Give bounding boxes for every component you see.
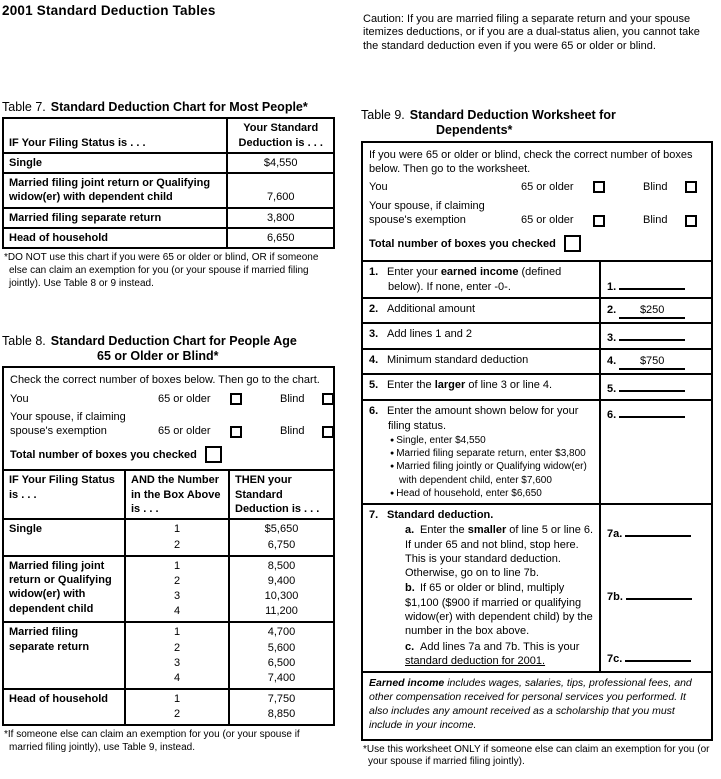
line3-fill-line[interactable] [619,328,685,341]
you-older-checkbox[interactable] [230,393,242,405]
entry-label: 6. [607,409,617,422]
filing-status-cell: Head of household [3,689,125,725]
line7-description [363,505,599,671]
entry-label: 7a. [607,527,623,540]
line6-text: Enter the amount shown below for your filing status. [387,405,579,432]
deduction-amount: 7,400 [267,671,296,684]
box-count: 3 [173,590,181,603]
right-column [361,2,713,779]
table9-check-intro: If you were 65 or older or blind, check the correct number of boxes below. Then go to the worksheet. [369,148,693,176]
table-row [3,519,334,555]
entry-label: 1. [607,280,617,293]
line5-text-post: of line 3 or line 4. [465,379,553,392]
line1-text-post: (defined below). If none, enter -0-. [388,266,562,293]
line1-fill-line[interactable] [619,277,685,290]
deduction-amount: $5,650 [264,523,299,536]
entry-label: 7c. [607,652,623,665]
you-blind-checkbox[interactable] [685,181,697,193]
filing-status-cell: Married filing separate return [3,622,125,689]
table8-title-line2: 65 or Older or Blind* [97,348,219,363]
table8-check-intro: Check the correct number of boxes below. Then go to the chart. [10,374,320,387]
filing-status-cell: Married filing joint return or Qualifying widow(er) with dependent child [3,556,125,623]
worksheet-line-3 [363,322,711,348]
box-count: 2 [173,641,181,654]
total-boxes-label: Total number of boxes you checked [10,448,197,461]
box-count: 4 [173,605,181,618]
spouse-label [10,410,158,439]
entry-label: 4. [607,355,617,368]
total-boxes-label: Total number of boxes you checked [369,237,556,250]
page-title: 2001 Standard Deduction Tables [2,3,216,18]
spouse-blind-checkbox[interactable] [685,215,697,227]
older-label: 65 or older [158,425,211,438]
deduction-amount: 6,500 [267,656,296,669]
table7 [2,117,335,249]
worksheet-line-4 [363,348,711,373]
deduction-amount: 6,750 [267,538,296,551]
box-count: 3 [173,656,181,669]
line2-text: Additional amount [387,302,476,315]
line4-text: Minimum standard deduction [387,354,529,367]
list-item: ● Single, enter $4,550 [388,434,595,447]
table8-section [2,334,335,755]
table8-header-row [3,470,334,519]
table-row [3,208,334,228]
line-number: 4. [369,354,379,367]
line1-text: Enter your [387,266,441,279]
deduction-amount: 4,700 [267,626,296,639]
box-count: 1 [173,559,181,572]
table7-col1-header: IF Your Filing Status is . . . [3,118,227,153]
table7-header-row [3,118,334,153]
worksheet-line-7 [363,503,711,671]
deduction-amount: 5,600 [267,641,296,654]
entry-label: 7b. [607,591,623,604]
table9-checkbox-panel [363,143,711,260]
deduction-amount-cell: 7,600 [227,173,334,208]
table7-label: Table 7. [2,99,46,114]
line7c-fill-line[interactable] [625,649,691,662]
box-count-cell [125,556,229,623]
box-count-cell [125,622,229,689]
box-count-cell [125,689,229,725]
box-count: 1 [173,523,181,536]
table-row [3,173,334,208]
sub-item-label: b. [405,582,415,595]
deduction-amount: 8,850 [267,708,296,721]
box-count: 2 [173,708,181,721]
line7a-fill-line[interactable] [625,524,691,537]
line6-entry-cell [599,401,711,503]
table8-footnote: *If someone else can claim an exemption for you (or your spouse if married filing jointly), use Table 9, instead. [4,729,300,754]
deduction-amount-cell: 6,650 [227,228,334,248]
box-count-cell [125,519,229,555]
line5-fill-line[interactable] [619,379,685,392]
box-count: 1 [173,626,181,639]
you-label: You [10,392,29,405]
deduction-amount: 8,500 [267,559,296,572]
line3-description [363,324,599,348]
line-number: 7. [369,508,379,521]
table8-spouse-row [10,410,327,439]
blind-label: Blind [280,425,305,438]
line4-fill-line[interactable] [619,355,685,370]
spouse-label-line1: Your spouse, if claiming [369,199,485,212]
line7c-underlined-text: standard deduction for 2001. [405,654,546,667]
table9-you-row [369,180,705,194]
line7b-fill-line[interactable] [626,587,692,600]
table-row [3,556,334,623]
box-count: 2 [173,574,181,587]
table8-label: Table 8. [2,333,46,348]
list-item: ● Head of household, enter $6,650 [388,487,595,500]
filing-status-cell: Married filing separate return [3,208,227,228]
deduction-amount: 11,200 [265,605,298,618]
table9-section [361,108,713,769]
line2-description [363,299,599,322]
older-label: 65 or older [521,181,574,194]
line7c-entry [607,649,707,666]
sub-item-label: a. [405,524,415,537]
table7-title [2,100,335,115]
spouse-older-checkbox[interactable] [230,426,242,438]
line-number: 1. [369,266,379,279]
line-number: 6. [369,405,379,418]
box-count: 2 [173,538,181,551]
spouse-label-line2: spouse's exemption [369,213,466,226]
blind-label: Blind [280,392,305,405]
deduction-amount-cell: $4,550 [227,153,334,173]
line7c-text: Add lines 7a and 7b. This is your [420,640,580,653]
line-number: 5. [369,379,379,392]
table8-col1-header: IF Your Filing Status is . . . [3,470,125,519]
line7a-item [388,523,595,580]
spouse-blind-checkbox[interactable] [322,426,334,438]
line1-entry-cell [599,262,711,297]
table8-title [2,334,335,364]
you-label: You [369,181,388,194]
line7a-bold-text: smaller [467,524,507,537]
deduction-amount: 7,750 [267,693,296,706]
caution-text: Caution: If you are married filing a separate return and your spouse itemizes deductions, or if you are a dual-status alien, you cannot take the standard deduction even if you were 65 or older or blind. [363,13,700,52]
sub-item-label: c. [405,640,415,653]
line7a-text: Enter the [420,524,468,537]
box-count: 1 [173,693,181,706]
line-number: 3. [369,327,379,340]
earned-income-definition: includes wages, salaries, tips, professional fees, and other compensation received for personal services you performed. It also includes any amount received as a scholarship that you must include in your income. [369,677,692,731]
worksheet-line-2 [363,297,711,322]
blind-label: Blind [643,213,668,226]
line7a-entry [607,524,707,541]
line7-entry-cell [599,505,711,671]
list-item: ● Married filing jointly or Qualifying widow(er) with dependent child, enter $7,600 [388,460,595,486]
entry-label: 5. [607,383,617,396]
total-boxes-checkbox[interactable] [205,446,222,463]
filing-status-cell: Single [3,153,227,173]
blind-label: Blind [643,181,668,194]
line7b-text: If 65 or older or blind, multiply $1,100 ($900 if married or qualifying widow(er) with dependent child) by the number in the box above. [405,582,593,638]
deduction-amount-cell: 3,800 [227,208,334,228]
line4-entry-cell [599,350,711,373]
left-column [2,2,335,779]
table-row [3,228,334,248]
table-row [3,153,334,173]
you-older-checkbox[interactable] [593,181,605,193]
earned-income-note [363,671,711,738]
line6-bullet-list [388,434,595,500]
line4-value: $750 [639,355,665,368]
worksheet-line-1 [363,260,711,297]
table9-title-line2: Dependents* [436,122,513,137]
deduction-amount-cell [229,556,334,623]
box-count: 4 [173,671,181,684]
line5-description [363,375,599,399]
line5-entry-cell [599,375,711,399]
table8-col3-header: THEN your Standard Deduction is . . . [229,470,334,519]
table9-worksheet [361,141,713,741]
entry-label: 2. [607,303,617,316]
deduction-amount-cell [229,519,334,555]
line6-fill-line[interactable] [619,405,685,418]
line3-entry-cell [599,324,711,348]
line4-description [363,350,599,373]
table7-title-text: Standard Deduction Chart for Most People* [50,99,308,114]
table8-chart [2,469,335,726]
deduction-amount-cell [229,622,334,689]
table-row [3,622,334,689]
list-item: ● Married filing separate return, enter $3,800 [388,447,595,460]
line7b-item [388,581,595,638]
line7b-entry [607,587,707,604]
entry-label: 3. [607,331,617,344]
line-number: 2. [369,302,379,315]
line7a-text-post: of line 5 or line 6. If under 65 and not blind, stop here. This is your standard deduction. Otherwise, go on to line 7b. [405,524,594,580]
table-row [3,689,334,725]
line7c-item [388,640,595,669]
table9-title-line1: Standard Deduction Worksheet for [409,108,616,123]
spouse-label-line2: spouse's exemption [10,425,107,438]
table7-footnote: *DO NOT use this chart if you were 65 or older or blind, OR if someone else can claim an exemption for you (or your spouse if married filing jointly). Use Table 8 or 9 instead. [4,252,319,289]
table8-total-row [10,446,327,463]
deduction-amount-cell [229,689,334,725]
table8-checkbox-panel [2,366,335,471]
table9-total-row [369,235,705,252]
table9-title [361,108,713,138]
table7-col2-header: Your Standard Deduction is . . . [227,118,334,153]
total-boxes-checkbox[interactable] [564,235,581,252]
line2-value: $250 [639,303,665,316]
line1-description [363,262,599,297]
table8-title-line1: Standard Deduction Chart for People Age [50,333,297,348]
line2-fill-line[interactable] [619,304,685,319]
line5-bold-text: larger [434,379,466,392]
table8-col2-header: AND the Number in the Box Above is . . . [125,470,229,519]
you-blind-checkbox[interactable] [322,393,334,405]
table9-footnote: *Use this worksheet ONLY if someone else can claim an exemption for you (or your spouse if married filing jointly). [363,743,710,768]
table9-label: Table 9. [361,108,405,123]
table7-section [2,100,335,291]
earned-income-term: Earned income [369,677,445,690]
older-label: 65 or older [521,213,574,226]
line6-description [363,401,599,503]
filing-status-cell: Single [3,519,125,555]
spouse-older-checkbox[interactable] [593,215,605,227]
table9-spouse-row [369,199,705,228]
line3-text: Add lines 1 and 2 [387,327,473,340]
deduction-amount: 10,300 [264,590,299,603]
line1-bold-text: earned income [440,266,519,279]
older-label: 65 or older [158,392,211,405]
worksheet-line-5 [363,373,711,399]
worksheet-line-6 [363,399,711,503]
table8-you-row [10,392,327,406]
spouse-label-line1: Your spouse, if claiming [10,410,126,423]
line5-text: Enter the [387,379,435,392]
filing-status-cell: Married filing joint return or Qualifying widow(er) with dependent child [3,173,227,208]
line2-entry-cell [599,299,711,322]
filing-status-cell: Head of household [3,228,227,248]
spouse-label [369,199,521,228]
line7-title: Standard deduction. [387,508,494,521]
deduction-amount: 9,400 [267,574,296,587]
